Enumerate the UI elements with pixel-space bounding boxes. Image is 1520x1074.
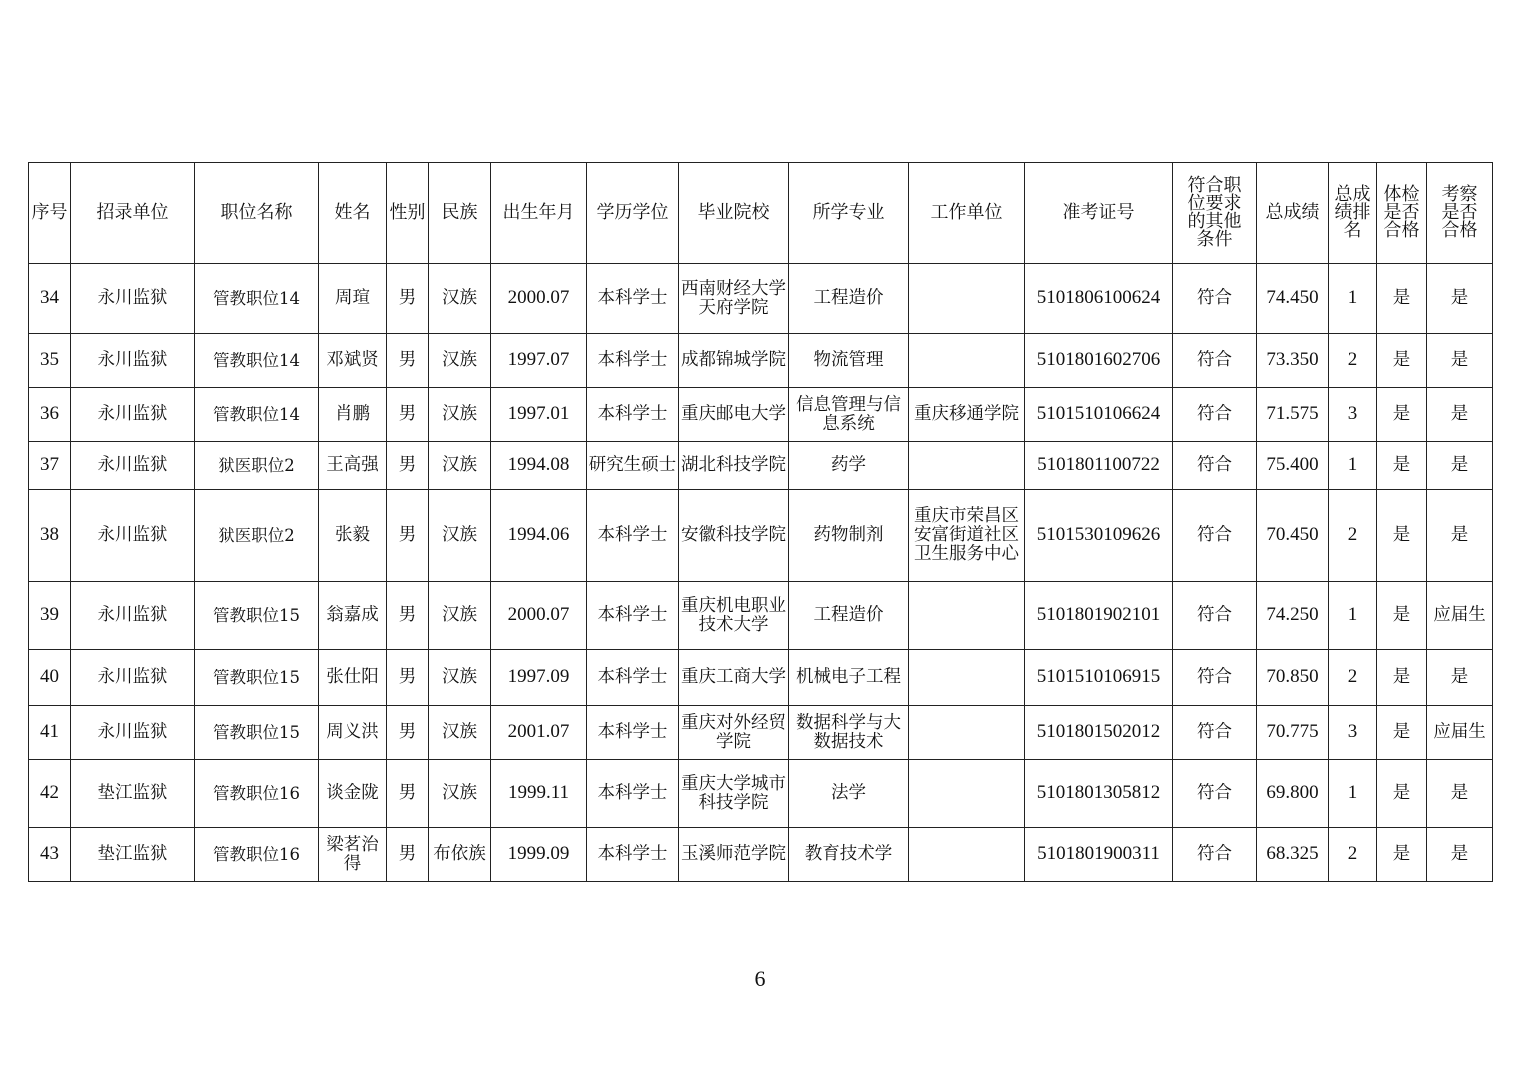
page-number: 6 [754, 966, 766, 991]
cell-degree: 本科学士 [587, 582, 679, 650]
cell-unit: 永川监狱 [71, 334, 195, 388]
cell-score: 73.350 [1257, 334, 1329, 388]
cell-conditions: 符合 [1173, 334, 1257, 388]
cell-physical: 是 [1377, 442, 1427, 490]
cell-degree: 本科学士 [587, 388, 679, 442]
cell-birth: 2000.07 [491, 264, 587, 334]
cell-major: 法学 [789, 760, 909, 828]
cell-exam-id: 5101510106915 [1025, 650, 1173, 706]
cell-school: 重庆邮电大学 [679, 388, 789, 442]
table-row [29, 828, 1493, 882]
cell-physical: 是 [1377, 334, 1427, 388]
table-row [29, 334, 1493, 388]
cell-seq: 41 [29, 706, 71, 760]
cell-name: 肖鹏 [319, 388, 387, 442]
cell-unit: 永川监狱 [71, 264, 195, 334]
table-row [29, 264, 1493, 334]
cell-rank: 3 [1329, 388, 1377, 442]
cell-score: 70.450 [1257, 490, 1329, 582]
cell-birth: 2000.07 [491, 582, 587, 650]
cell-seq: 40 [29, 650, 71, 706]
cell-gender: 男 [387, 490, 429, 582]
cell-unit: 永川监狱 [71, 582, 195, 650]
cell-score: 70.850 [1257, 650, 1329, 706]
cell-conditions: 符合 [1173, 388, 1257, 442]
cell-seq: 37 [29, 442, 71, 490]
cell-exam-id: 5101801902101 [1025, 582, 1173, 650]
cell-exam-id: 5101801305812 [1025, 760, 1173, 828]
cell-school: 重庆对外经贸学院 [679, 706, 789, 760]
cell-score: 70.775 [1257, 706, 1329, 760]
cell-workplace [909, 760, 1025, 828]
cell-seq: 39 [29, 582, 71, 650]
cell-conditions: 符合 [1173, 828, 1257, 882]
cell-name: 周瑄 [319, 264, 387, 334]
cell-birth: 2001.07 [491, 706, 587, 760]
cell-exam-id: 5101801900311 [1025, 828, 1173, 882]
cell-major: 药学 [789, 442, 909, 490]
table-row [29, 650, 1493, 706]
header-name: 姓名 [319, 163, 387, 264]
cell-exam-id: 5101801602706 [1025, 334, 1173, 388]
cell-physical: 是 [1377, 706, 1427, 760]
cell-gender: 男 [387, 334, 429, 388]
cell-unit: 永川监狱 [71, 706, 195, 760]
header-position: 职位名称 [195, 163, 319, 264]
cell-degree: 本科学士 [587, 650, 679, 706]
cell-inspection: 是 [1427, 650, 1493, 706]
cell-unit: 永川监狱 [71, 442, 195, 490]
cell-physical: 是 [1377, 490, 1427, 582]
cell-school: 成都锦城学院 [679, 334, 789, 388]
cell-score: 69.800 [1257, 760, 1329, 828]
cell-position: 管教职位15 [195, 650, 319, 706]
cell-gender: 男 [387, 442, 429, 490]
table-row [29, 582, 1493, 650]
table-row [29, 442, 1493, 490]
cell-school: 重庆工商大学 [679, 650, 789, 706]
header-inspection: 考察是否合格 [1427, 163, 1493, 264]
cell-school: 安徽科技学院 [679, 490, 789, 582]
cell-rank: 1 [1329, 264, 1377, 334]
cell-inspection: 是 [1427, 760, 1493, 828]
cell-major: 工程造价 [789, 264, 909, 334]
cell-name: 周义洪 [319, 706, 387, 760]
cell-seq: 36 [29, 388, 71, 442]
cell-rank: 1 [1329, 582, 1377, 650]
table-body [29, 264, 1493, 882]
cell-score: 74.450 [1257, 264, 1329, 334]
cell-school: 湖北科技学院 [679, 442, 789, 490]
cell-position: 管教职位14 [195, 388, 319, 442]
cell-ethnicity: 汉族 [429, 760, 491, 828]
header-school: 毕业院校 [679, 163, 789, 264]
cell-rank: 1 [1329, 442, 1377, 490]
cell-major: 数据科学与大数据技术 [789, 706, 909, 760]
table-row [29, 706, 1493, 760]
table-row [29, 760, 1493, 828]
cell-ethnicity: 布依族 [429, 828, 491, 882]
cell-gender: 男 [387, 706, 429, 760]
cell-rank: 2 [1329, 490, 1377, 582]
cell-gender: 男 [387, 760, 429, 828]
candidate-table [28, 162, 1493, 882]
cell-workplace [909, 828, 1025, 882]
header-major: 所学专业 [789, 163, 909, 264]
cell-birth: 1997.01 [491, 388, 587, 442]
cell-score: 71.575 [1257, 388, 1329, 442]
cell-position: 管教职位16 [195, 760, 319, 828]
cell-workplace [909, 582, 1025, 650]
cell-degree: 本科学士 [587, 760, 679, 828]
cell-score: 74.250 [1257, 582, 1329, 650]
cell-score: 75.400 [1257, 442, 1329, 490]
cell-conditions: 符合 [1173, 582, 1257, 650]
cell-workplace [909, 442, 1025, 490]
cell-gender: 男 [387, 388, 429, 442]
cell-name: 张仕阳 [319, 650, 387, 706]
cell-unit: 永川监狱 [71, 650, 195, 706]
cell-exam-id: 5101801100722 [1025, 442, 1173, 490]
cell-inspection: 是 [1427, 490, 1493, 582]
cell-inspection: 是 [1427, 334, 1493, 388]
cell-birth: 1999.09 [491, 828, 587, 882]
cell-inspection: 应届生 [1427, 706, 1493, 760]
cell-conditions: 符合 [1173, 442, 1257, 490]
cell-major: 药物制剂 [789, 490, 909, 582]
cell-exam-id: 5101801502012 [1025, 706, 1173, 760]
cell-major: 教育技术学 [789, 828, 909, 882]
cell-rank: 2 [1329, 650, 1377, 706]
cell-name: 谈金陇 [319, 760, 387, 828]
cell-workplace: 重庆移通学院 [909, 388, 1025, 442]
cell-conditions: 符合 [1173, 650, 1257, 706]
cell-major: 信息管理与信息系统 [789, 388, 909, 442]
cell-position: 狱医职位2 [195, 490, 319, 582]
cell-workplace: 重庆市荣昌区安富街道社区卫生服务中心 [909, 490, 1025, 582]
cell-inspection: 是 [1427, 264, 1493, 334]
cell-conditions: 符合 [1173, 264, 1257, 334]
cell-ethnicity: 汉族 [429, 334, 491, 388]
header-rank: 总成绩排名 [1329, 163, 1377, 264]
cell-birth: 1997.07 [491, 334, 587, 388]
cell-conditions: 符合 [1173, 706, 1257, 760]
cell-major: 机械电子工程 [789, 650, 909, 706]
cell-inspection: 应届生 [1427, 582, 1493, 650]
cell-seq: 42 [29, 760, 71, 828]
header-seq: 序号 [29, 163, 71, 264]
header-row [29, 163, 1493, 264]
cell-seq: 43 [29, 828, 71, 882]
cell-name: 梁茗治得 [319, 828, 387, 882]
cell-score: 68.325 [1257, 828, 1329, 882]
cell-physical: 是 [1377, 650, 1427, 706]
cell-physical: 是 [1377, 582, 1427, 650]
header-unit: 招录单位 [71, 163, 195, 264]
cell-physical: 是 [1377, 760, 1427, 828]
cell-ethnicity: 汉族 [429, 582, 491, 650]
cell-gender: 男 [387, 264, 429, 334]
header-score: 总成绩 [1257, 163, 1329, 264]
cell-seq: 38 [29, 490, 71, 582]
cell-degree: 本科学士 [587, 828, 679, 882]
cell-seq: 35 [29, 334, 71, 388]
cell-ethnicity: 汉族 [429, 490, 491, 582]
cell-name: 邓斌贤 [319, 334, 387, 388]
header-birth: 出生年月 [491, 163, 587, 264]
cell-workplace [909, 706, 1025, 760]
cell-school: 重庆大学城市科技学院 [679, 760, 789, 828]
cell-name: 王高强 [319, 442, 387, 490]
cell-inspection: 是 [1427, 442, 1493, 490]
cell-workplace [909, 334, 1025, 388]
cell-name: 张毅 [319, 490, 387, 582]
cell-physical: 是 [1377, 828, 1427, 882]
cell-position: 管教职位16 [195, 828, 319, 882]
cell-birth: 1999.11 [491, 760, 587, 828]
cell-physical: 是 [1377, 264, 1427, 334]
cell-exam-id: 5101806100624 [1025, 264, 1173, 334]
cell-position: 管教职位15 [195, 706, 319, 760]
cell-position: 管教职位15 [195, 582, 319, 650]
header-conditions: 符合职位要求的其他条件 [1173, 163, 1257, 264]
cell-birth: 1994.06 [491, 490, 587, 582]
cell-birth: 1997.09 [491, 650, 587, 706]
cell-unit: 垫江监狱 [71, 828, 195, 882]
cell-gender: 男 [387, 582, 429, 650]
cell-gender: 男 [387, 828, 429, 882]
header-workplace: 工作单位 [909, 163, 1025, 264]
cell-school: 西南财经大学天府学院 [679, 264, 789, 334]
header-exam-id: 准考证号 [1025, 163, 1173, 264]
cell-degree: 研究生硕士 [587, 442, 679, 490]
cell-position: 管教职位14 [195, 334, 319, 388]
cell-name: 翁嘉成 [319, 582, 387, 650]
cell-major: 工程造价 [789, 582, 909, 650]
cell-inspection: 是 [1427, 388, 1493, 442]
cell-major: 物流管理 [789, 334, 909, 388]
cell-exam-id: 5101530109626 [1025, 490, 1173, 582]
cell-ethnicity: 汉族 [429, 388, 491, 442]
cell-ethnicity: 汉族 [429, 264, 491, 334]
cell-rank: 1 [1329, 760, 1377, 828]
header-physical: 体检是否合格 [1377, 163, 1427, 264]
cell-ethnicity: 汉族 [429, 706, 491, 760]
header-ethnicity: 民族 [429, 163, 491, 264]
cell-workplace [909, 264, 1025, 334]
cell-workplace [909, 650, 1025, 706]
cell-ethnicity: 汉族 [429, 442, 491, 490]
cell-unit: 永川监狱 [71, 388, 195, 442]
cell-conditions: 符合 [1173, 760, 1257, 828]
cell-degree: 本科学士 [587, 264, 679, 334]
cell-gender: 男 [387, 650, 429, 706]
cell-position: 管教职位14 [195, 264, 319, 334]
table-row [29, 388, 1493, 442]
cell-degree: 本科学士 [587, 334, 679, 388]
cell-position: 狱医职位2 [195, 442, 319, 490]
header-degree: 学历学位 [587, 163, 679, 264]
cell-exam-id: 5101510106624 [1025, 388, 1173, 442]
cell-conditions: 符合 [1173, 490, 1257, 582]
cell-birth: 1994.08 [491, 442, 587, 490]
cell-ethnicity: 汉族 [429, 650, 491, 706]
cell-school: 玉溪师范学院 [679, 828, 789, 882]
cell-unit: 垫江监狱 [71, 760, 195, 828]
table-row [29, 490, 1493, 582]
cell-rank: 3 [1329, 706, 1377, 760]
cell-school: 重庆机电职业技术大学 [679, 582, 789, 650]
cell-degree: 本科学士 [587, 706, 679, 760]
cell-unit: 永川监狱 [71, 490, 195, 582]
header-gender: 性别 [387, 163, 429, 264]
cell-rank: 2 [1329, 334, 1377, 388]
cell-physical: 是 [1377, 388, 1427, 442]
cell-inspection: 是 [1427, 828, 1493, 882]
cell-degree: 本科学士 [587, 490, 679, 582]
cell-seq: 34 [29, 264, 71, 334]
cell-rank: 2 [1329, 828, 1377, 882]
